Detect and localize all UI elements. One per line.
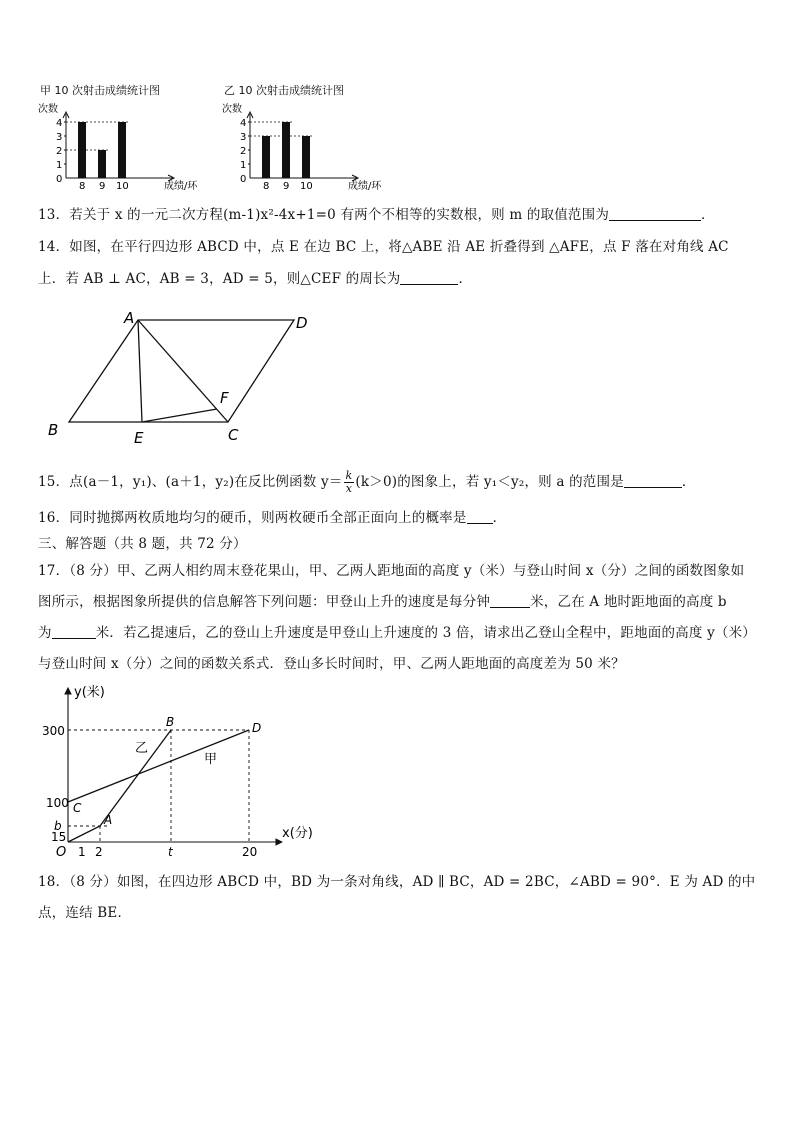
bar-10 [302,136,310,178]
y-tick-label: 3 [56,132,63,143]
x-tick-label: 8 [263,181,270,192]
q14-line2: 上．若 AB ⊥ AC，AB = 3，AD = 5，则△CEF 的周长为 [38,271,401,287]
q16-text: 16．同时抛掷两枚质地均匀的硬币，则两枚硬币全部正面向上的概率是 [38,510,467,526]
x-tick-label: 8 [79,181,86,192]
graph-y300: 300 [42,724,65,738]
question-17-line4 [38,653,625,675]
graph-label-yi: 乙 [135,741,149,756]
graph-yb: b [54,819,62,833]
bar-9 [98,150,106,178]
x-tick-label: 9 [283,181,290,192]
graph-xt: t [168,845,173,859]
q18-line2: 点，连结 BE． [38,905,132,921]
x-tick-label: 10 [300,181,313,192]
section-3-text: 三、解答题（共 8 题，共 72 分） [38,536,247,552]
y-tick-label: 3 [240,132,247,143]
question-14-line1 [38,236,729,258]
bar-8 [78,122,86,178]
x-axis-label: 成绩/环 [164,181,198,192]
question-16 [38,507,506,529]
section-3-heading [38,533,247,555]
graph-point-d: D [252,721,262,735]
graph-x2: 2 [95,845,103,859]
question-17-line1 [38,560,744,582]
q15-frac-num: k [345,469,353,482]
question-18-line1 [38,871,755,893]
parallelogram-figure [40,305,330,450]
label-c: C [228,426,239,444]
question-17-line3 [38,622,756,644]
bar-8 [262,136,270,178]
y-tick-label: 0 [56,174,63,185]
x-axis-label: 成绩/环 [348,181,382,192]
q17-line2b: 米，乙在 A 地时距地面的高度 b [530,594,727,610]
graph-label-jia: 甲 [204,752,218,767]
graph-y100: 100 [46,796,69,810]
question-18-line2 [38,902,131,924]
q17-line1: 17．（8 分）甲、乙两人相约周末登花果山，甲、乙两人距地面的高度 y（米）与登山时间 x（分）之间的函数图象如 [38,563,745,579]
bar-10 [118,122,126,178]
chart-jia-title: 甲 10 次射击成绩统计图 [40,84,160,97]
q15-end: ． [681,474,696,490]
label-e: E [134,429,144,447]
q15-fraction [344,470,355,495]
y-tick-label: 1 [240,160,247,171]
q17-blank-b[interactable] [52,624,96,639]
y-tick-label: 4 [56,118,63,129]
y-tick-label: 1 [56,160,63,171]
x-tick-label: 10 [116,181,129,192]
q15-frac-den: x [345,482,353,495]
q17-line2a: 图所示，根据图象所提供的信息解答下列问题：甲登山上升的速度是每分钟 [38,594,491,610]
graph-point-a: A [104,813,113,827]
graph-ylabel: y(米) [74,685,105,700]
q17-line3b: 米．若乙提速后，乙的登山上升速度是甲登山上升速度的 3 倍，请求出乙登山全程中，距地面的高度 y（米） [95,625,756,641]
graph-xlabel: x(分) [282,826,313,841]
label-d: D [296,314,308,332]
q17-line3a: 为 [38,625,52,641]
q14-answer-blank[interactable] [400,270,458,285]
y-tick-label: 0 [240,174,247,185]
function-graph [38,684,328,862]
question-14-line2 [38,268,472,290]
y-axis-label: 次数 [222,104,242,115]
graph-point-c: C [73,801,82,815]
segment-ae [138,320,142,422]
segment-ef [142,409,217,422]
q15-answer-blank[interactable] [624,473,682,488]
y-tick-label: 2 [56,146,63,157]
question-17-line2 [38,591,727,613]
chart-yi-title: 乙 10 次射击成绩统计图 [224,84,344,97]
chart-jia-svg [36,80,206,192]
question-15 [38,470,696,495]
q13-text: 13．若关于 x 的一元二次方程(m-1)x²-4x+1=0 有两个不相等的实数根，则 m 的取值范围为 [38,207,610,223]
q16-end: ． [492,510,507,526]
y-tick-label: 4 [240,118,247,129]
label-b: B [48,421,59,439]
y-tick-label: 2 [240,146,247,157]
q15-post: (k＞0)的图象上，若 y₁＜y₂，则 a 的范围是 [355,474,624,490]
q14-end: ． [458,271,473,287]
chart-yi-svg [220,80,390,192]
q13-answer-blank[interactable] [609,206,701,221]
graph-origin: O [56,845,67,860]
label-a: A [124,309,135,327]
q17-blank-speed[interactable] [490,593,530,608]
line-yi [68,730,171,842]
line-jia [68,730,249,802]
question-13 [38,204,715,226]
bar-9 [282,122,290,178]
label-f: F [220,389,229,407]
chart-yi [220,80,390,192]
q13-end: ． [701,207,715,223]
chart-jia [36,80,206,192]
q16-answer-blank[interactable] [467,509,493,524]
diagonal-ac [138,320,228,422]
graph-x20: 20 [242,845,258,859]
graph-x1: 1 [78,845,86,859]
parallelogram-abcd [69,320,294,422]
q15-pre: 15．点(a－1，y₁)、(a＋1，y₂)在反比例函数 y＝ [38,474,343,490]
x-tick-label: 9 [99,181,106,192]
q17-line4: 与登山时间 x（分）之间的函数关系式．登山多长时间时，甲、乙两人距地面的高度差为 50 米？ [38,656,625,672]
graph-point-b: B [166,715,175,729]
y-axis-label: 次数 [38,104,58,115]
graph-y15: 15 [51,830,67,844]
q14-line1: 14．如图，在平行四边形 ABCD 中，点 E 在边 BC 上，将△ABE 沿 AE 折叠得到 △AFE，点 F 落在对角线 AC [38,239,729,255]
q18-line1: 18．（8 分）如图，在四边形 ABCD 中，BD 为一条对角线，AD ∥ BC，AD = 2BC，∠ABD = 90°．E 为 AD 的中 [38,874,756,890]
